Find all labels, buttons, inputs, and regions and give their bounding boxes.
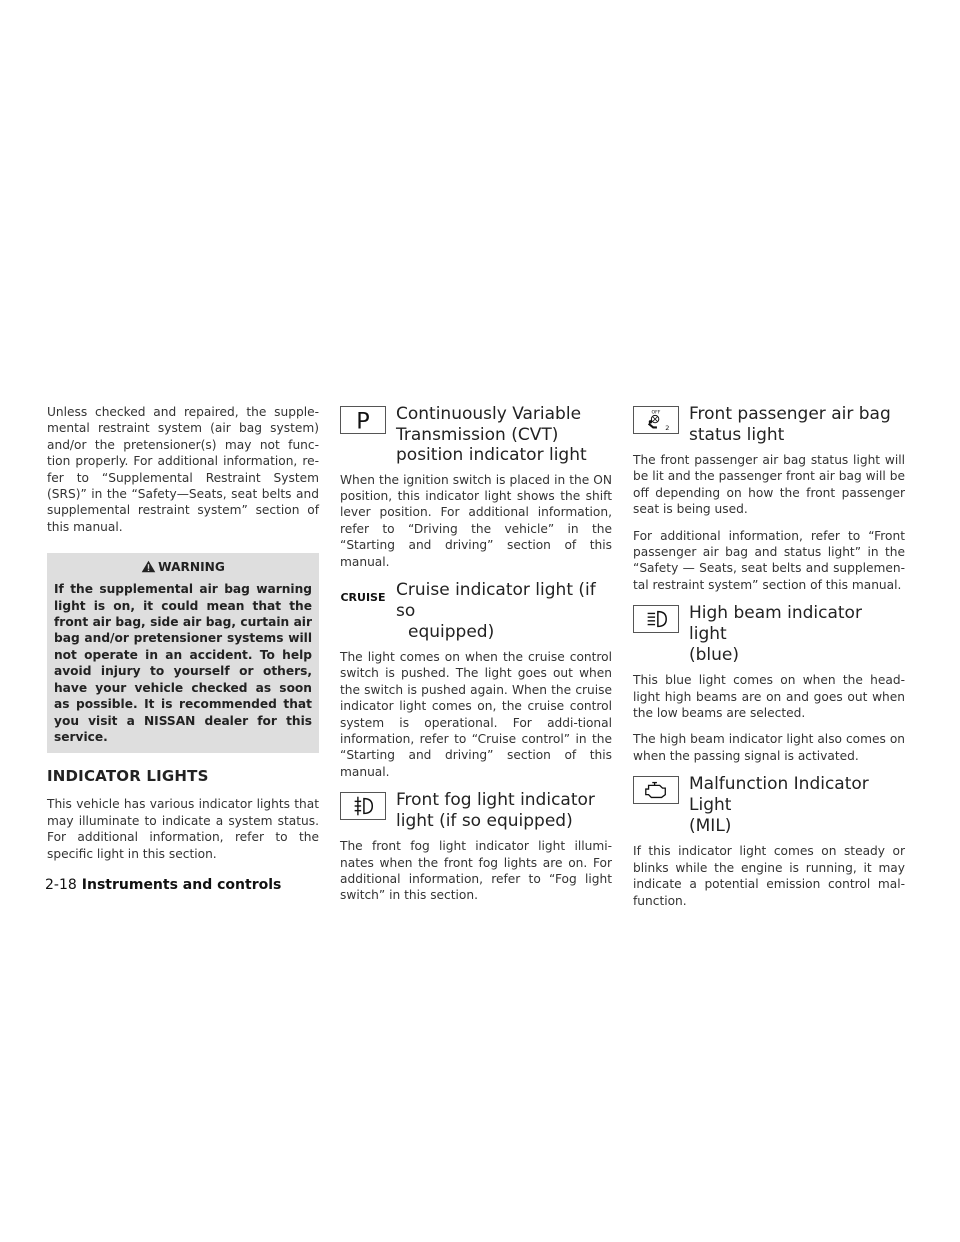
mil-title: Malfunction Indicator Light (MIL) (689, 774, 869, 837)
warning-text: If the supplemental air bag warning light is on, it could mean that the front air bag, side air bag, curtain air bag and/or pretensioner systems will not operate in an accident. To help avoid injury to yourself or others, have your vehicle checked as soon as possible. It is recommended that you visit a NISSAN dealer for this service. (54, 582, 312, 744)
section-title: INDICATOR LIGHTS (47, 767, 209, 786)
warning-triangle-icon (141, 560, 156, 577)
cvt-park-icon (340, 406, 386, 434)
highbeam-title: High beam indicator light (blue) (689, 603, 862, 666)
column-2 (340, 404, 612, 914)
warning-heading (54, 559, 312, 577)
highbeam-heading (633, 603, 905, 666)
intro-paragraph: Unless checked and repaired, the supple-mental restraint system (air bag system) and/or the pretensioner(s) may not func-tion properly. For additional information, re-fer to “Supplemental Restraint System (SRS)” in the “Safety—Seats, seat belts and supplemental restraint system” section of this manual. (47, 405, 319, 534)
mil-paragraph: If this indicator light comes on steady or blinks while the engine is running, it may indicate a potential emission control mal-function. (633, 844, 905, 908)
column-1 (47, 404, 319, 872)
airbag-heading (633, 404, 905, 446)
cruise-title: Cruise indicator light (if so equipped) (396, 579, 596, 642)
airbag-title: Front passenger air bag status light (689, 404, 891, 445)
cruise-paragraph: The light comes on when the cruise control switch is pushed. The light goes out when the switch is pushed again. When the cruise indicator light comes on, the cruise control system is operational. For addi-tional information, refer to “Cruise control” in the “Starting and driving” section of this manual. (340, 649, 612, 779)
svg-text:P: P (356, 408, 370, 433)
cvt-title: Continuously Variable Transmission (CVT) position indicator light (396, 404, 587, 465)
page-number: 2-18 (45, 877, 77, 893)
page-footer (45, 877, 281, 893)
passenger-airbag-off-icon (633, 406, 679, 434)
airbag-paragraph-1: The front passenger air bag status light will be lit and the passenger front air bag will be off depending on how the front passenger seat is being used. (633, 453, 905, 517)
airbag-paragraph-2: For additional information, refer to “Front passenger air bag and status light” in the “Safety — Seats, seat belts and supplemen-tal restraint system” section of this manual. (633, 528, 905, 592)
fog-paragraph: The front fog light indicator light illumi-nates when the front fog lights are on. For additional information, refer to “Fog light switch” in this section. (340, 839, 612, 903)
highbeam-paragraph-2: The high beam indicator light also comes on when the passing signal is activated. (633, 732, 905, 763)
warning-label: WARNING (158, 560, 225, 575)
cvt-paragraph: When the ignition switch is placed in the ON position, this indicator light shows the shift lever position. For additional information, refer to “Driving the vehicle” in the “Starting and driving” section of this manual. (340, 472, 612, 569)
chapter-title: Instruments and controls (81, 877, 282, 893)
fog-heading (340, 790, 612, 832)
column-3 (633, 404, 905, 919)
cruise-icon (340, 582, 386, 610)
mil-heading (633, 774, 905, 837)
svg-text:OFF: OFF (651, 410, 661, 416)
svg-text:2: 2 (665, 424, 670, 433)
highbeam-paragraph-1: This blue light comes on when the head-light high beams are on and goes out when the low beams are selected. (633, 673, 905, 721)
high-beam-icon (633, 605, 679, 633)
cvt-heading (340, 404, 612, 466)
engine-icon (633, 776, 679, 804)
fog-title: Front fog light indicator light (if so equipped) (396, 790, 595, 832)
warning-box (47, 553, 319, 753)
front-fog-light-icon (340, 792, 386, 820)
section-paragraph: This vehicle has various indicator lights that may illuminate to indicate a system status. For additional information, refer to the specific light in this section. (47, 797, 319, 861)
cruise-heading (340, 580, 612, 643)
svg-text:CRUISE: CRUISE (340, 590, 386, 604)
